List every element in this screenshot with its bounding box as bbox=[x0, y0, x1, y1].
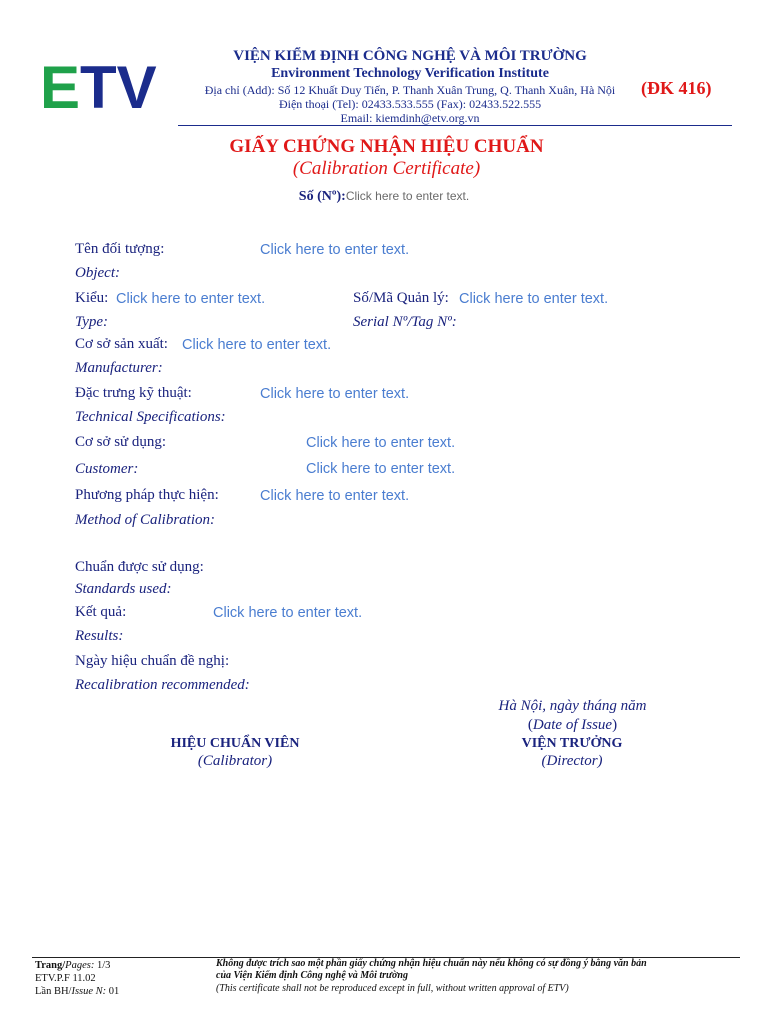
object-label-vn: Tên đối tượng: bbox=[75, 241, 165, 257]
footer-notice-vn-1 bbox=[216, 958, 647, 969]
date-of-issue-text: Date of Issue bbox=[532, 717, 613, 733]
header-divider bbox=[178, 125, 732, 126]
tech-spec-label-vn: Đặc trưng kỹ thuật: bbox=[75, 385, 192, 401]
customer-label-en: Customer: bbox=[75, 461, 139, 477]
date-of-issue-label: (Date of Issue) bbox=[527, 717, 618, 733]
footer-notice-vn-2-text: của Viện Kiểm định Công nghệ và Môi trường bbox=[216, 970, 408, 981]
type-field[interactable]: Click here to enter text. bbox=[116, 291, 266, 307]
type-label-en: Type: bbox=[75, 314, 109, 330]
manufacturer-label-vn: Cơ sở sản xuất: bbox=[75, 336, 168, 352]
results-label-en: Results: bbox=[75, 628, 124, 644]
certificate-number-field[interactable]: Click here to enter text. bbox=[345, 189, 470, 203]
standards-label-vn: Chuẩn được sử dụng: bbox=[75, 559, 204, 575]
recalibration-label-vn: Ngày hiệu chuẩn đề nghị: bbox=[75, 653, 230, 669]
manufacturer-field[interactable]: Click here to enter text. bbox=[182, 337, 332, 353]
certificate-number-label: Số (Nº): bbox=[298, 189, 346, 204]
results-label-vn: Kết quả: bbox=[75, 604, 127, 620]
footer-issue bbox=[35, 986, 119, 997]
method-field[interactable]: Click here to enter text. bbox=[260, 488, 410, 504]
footer-issue-label: Lần BH/ bbox=[35, 986, 72, 997]
institute-address: Địa chỉ (Add): Số 12 Khuất Duy Tiến, P. Thanh Xuân Trung, Q. Thanh Xuân, Hà Nội bbox=[204, 83, 616, 97]
customer-en-field[interactable]: Click here to enter text. bbox=[306, 461, 456, 477]
standards-label-en: Standards used: bbox=[75, 581, 172, 597]
footer-notice-en: (This certificate shall not be reproduced except in full, without written approval of ETV) bbox=[216, 983, 569, 994]
footer-pages bbox=[35, 960, 110, 971]
footer-form-code: ETV.P.F 11.02 bbox=[35, 973, 96, 984]
manufacturer-label-en: Manufacturer: bbox=[75, 360, 163, 376]
footer-pages-value: 1/3 bbox=[96, 960, 111, 971]
results-field[interactable]: Click here to enter text. bbox=[213, 605, 363, 621]
serial-label-vn: Số/Mã Quản lý: bbox=[353, 290, 449, 306]
method-label-en: Method of Calibration: bbox=[75, 512, 215, 528]
certificate-title-en: (Calibration Certificate) bbox=[292, 158, 481, 179]
director-title-vn: VIỆN TRƯỞNG bbox=[521, 736, 623, 751]
object-label-en: Object: bbox=[75, 265, 120, 281]
footer-notice-vn-1-text: Không được trích sao một phần giấy chứng nhận hiệu chuẩn này nếu không có sự đồng ý bằng văn bản bbox=[216, 958, 647, 969]
footer-notice-vn-2 bbox=[216, 970, 408, 981]
director-title-en: (Director) bbox=[541, 753, 603, 769]
svg-text:E: E bbox=[40, 58, 81, 114]
customer-vn-field[interactable]: Click here to enter text. bbox=[306, 435, 456, 451]
tech-spec-field[interactable]: Click here to enter text. bbox=[260, 386, 410, 402]
form-code-badge: (ĐK 416) bbox=[641, 78, 712, 98]
calibrator-title-vn: HIỆU CHUẨN VIÊN bbox=[170, 736, 300, 751]
footer-pages-label: Trang/ bbox=[35, 960, 66, 971]
serial-label-en: Serial Nº/Tag Nº: bbox=[353, 314, 457, 330]
calibrator-title-en: (Calibrator) bbox=[197, 753, 273, 769]
institute-name-en: Environment Technology Verification Institute bbox=[271, 66, 549, 81]
svg-text:TV: TV bbox=[80, 58, 157, 114]
certificate-title-vn: GIẤY CHỨNG NHẬN HIỆU CHUẨN bbox=[229, 136, 544, 157]
etv-logo bbox=[40, 58, 168, 114]
serial-field[interactable]: Click here to enter text. bbox=[459, 291, 609, 307]
customer-label-vn: Cơ sở sử dụng: bbox=[75, 434, 167, 450]
type-label-vn: Kiểu: bbox=[75, 290, 109, 306]
footer-pages-label-en: Pages: bbox=[65, 960, 95, 971]
place-date-line: Hà Nội, ngày tháng năm bbox=[498, 698, 647, 714]
footer-issue-label-en: Issue N: bbox=[71, 986, 107, 997]
certificate-number-row bbox=[0, 189, 768, 205]
institute-name-vn: VIỆN KIỂM ĐỊNH CÔNG NGHỆ VÀ MÔI TRƯỜNG bbox=[233, 48, 587, 64]
method-label-vn: Phương pháp thực hiện: bbox=[75, 487, 219, 503]
footer-issue-value: 01 bbox=[108, 986, 120, 997]
tech-spec-label-en: Technical Specifications: bbox=[75, 409, 226, 425]
object-field[interactable]: Click here to enter text. bbox=[260, 242, 410, 258]
institute-phone: Điện thoại (Tel): 02433.533.555 (Fax): 02433.522.555 bbox=[278, 97, 542, 111]
institute-email: Email: kiemdinh@etv.org.vn bbox=[340, 111, 480, 125]
recalibration-label-en: Recalibration recommended: bbox=[75, 677, 250, 693]
